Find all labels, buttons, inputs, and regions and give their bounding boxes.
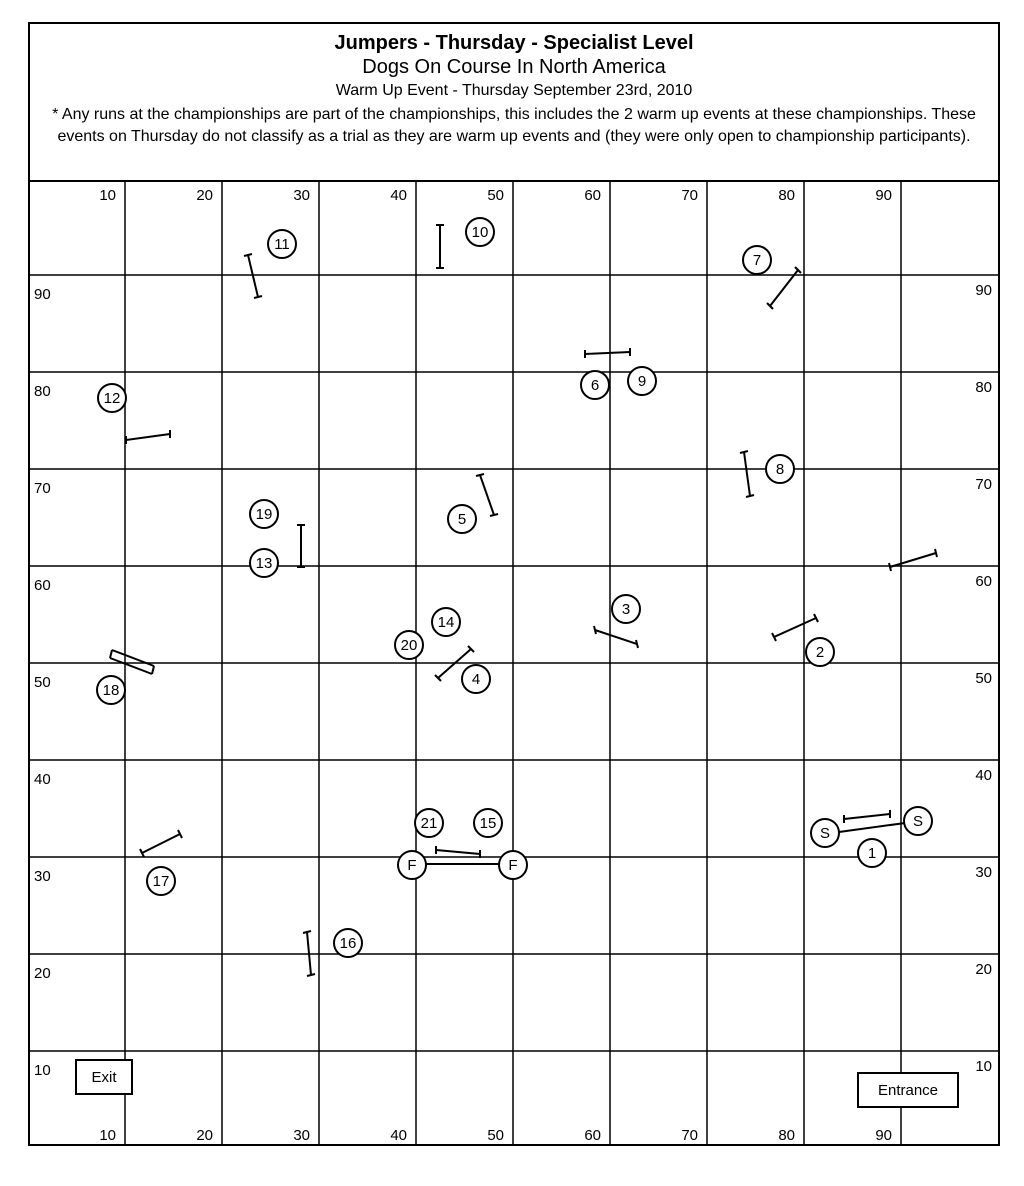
right-tick-label: 60 (975, 573, 992, 590)
championship-note: * Any runs at the championships are part of the championships, this includes the 2 warm up events at these championships. These events on Thursday do not classify as a trial as they are warm up events and (they were only open to championship participants). (52, 106, 976, 145)
jump-bar (889, 549, 937, 571)
right-tick-label: 50 (975, 670, 992, 687)
bottom-tick-label: 20 (196, 1127, 213, 1144)
left-tick-label: 50 (34, 674, 51, 691)
start-line (839, 823, 905, 832)
top-tick-label: 80 (778, 187, 795, 204)
left-tick-label: 70 (34, 480, 51, 497)
jump-bar (297, 525, 305, 567)
svg-text:2: 2 (815, 644, 825, 661)
svg-text:6: 6 (590, 377, 600, 394)
course-grid (28, 180, 1000, 1146)
bottom-tick-label: 80 (778, 1127, 795, 1144)
event-line: Warm Up Event - Thursday September 23rd, 2010 (335, 82, 693, 99)
svg-text:12: 12 (103, 390, 121, 407)
svg-text:F: F (508, 857, 518, 874)
svg-text:9: 9 (637, 373, 647, 390)
marker-8 (766, 455, 794, 483)
start-marker (811, 819, 839, 847)
right-tick-label: 30 (975, 864, 992, 881)
bottom-tick-label: 60 (584, 1127, 601, 1144)
organization-name: Dogs On Course In North America (362, 56, 666, 78)
svg-text:S: S (819, 825, 831, 842)
right-tick-label: 40 (975, 767, 992, 784)
marker-21 (415, 809, 443, 837)
jump-bar (844, 810, 890, 823)
right-tick-label: 10 (975, 1058, 992, 1075)
svg-text:18: 18 (102, 682, 120, 699)
svg-text:15: 15 (479, 815, 497, 832)
marker-18 (97, 676, 125, 704)
svg-text:11: 11 (274, 236, 290, 253)
double-jump-bar (110, 650, 154, 674)
exit-box (76, 1060, 132, 1094)
jump-bar (436, 225, 444, 268)
top-tick-label: 10 (99, 187, 116, 204)
top-tick-label: 30 (293, 187, 310, 204)
bottom-tick-label: 90 (875, 1127, 892, 1144)
svg-text:14: 14 (437, 614, 455, 631)
course-title: Jumpers - Thursday - Specialist Level (334, 32, 694, 54)
left-tick-label: 20 (34, 965, 51, 982)
svg-text:21: 21 (420, 815, 438, 832)
top-tick-label: 60 (584, 187, 601, 204)
right-tick-label: 70 (975, 476, 992, 493)
left-tick-label: 60 (34, 577, 51, 594)
marker-10 (466, 218, 494, 246)
marker-2 (806, 638, 834, 666)
entrance-label: Entrance (877, 1082, 939, 1099)
top-tick-label: 90 (875, 187, 892, 204)
marker-12 (98, 384, 126, 412)
jump-bar (140, 830, 182, 857)
top-tick-label: 20 (196, 187, 213, 204)
finish-marker (398, 851, 426, 879)
left-tick-label: 80 (34, 383, 51, 400)
right-tick-label: 90 (975, 282, 992, 299)
marker-17 (147, 867, 175, 895)
left-tick-label: 10 (34, 1062, 51, 1079)
jump-bar (476, 474, 498, 516)
marker-1 (858, 839, 886, 867)
start-marker (904, 807, 932, 835)
bottom-tick-label: 30 (293, 1127, 310, 1144)
jump-bar (740, 451, 754, 497)
left-tick-label: 40 (34, 771, 51, 788)
svg-text:5: 5 (457, 511, 467, 528)
svg-text:8: 8 (775, 461, 785, 478)
exit-label: Exit (91, 1069, 117, 1086)
top-tick-label: 40 (390, 187, 407, 204)
marker-11 (268, 230, 296, 258)
jump-bar (244, 254, 262, 298)
svg-text:7: 7 (752, 252, 762, 269)
svg-text:17: 17 (152, 873, 170, 890)
marker-6 (581, 371, 609, 399)
svg-text:1: 1 (867, 845, 877, 862)
top-tick-label: 50 (487, 187, 504, 204)
marker-19 (250, 500, 278, 528)
right-tick-label: 80 (975, 379, 992, 396)
jump-bar (126, 430, 170, 444)
svg-text:13: 13 (255, 555, 273, 572)
marker-20 (395, 631, 423, 659)
bottom-tick-label: 40 (390, 1127, 407, 1144)
svg-text:F: F (407, 857, 417, 874)
top-tick-label: 70 (681, 187, 698, 204)
svg-text:4: 4 (471, 671, 481, 688)
marker-3 (612, 595, 640, 623)
jump-bar (772, 614, 818, 641)
svg-text:16: 16 (339, 935, 357, 952)
marker-4 (462, 665, 490, 693)
svg-text:19: 19 (255, 506, 273, 523)
marker-7 (743, 246, 771, 274)
entrance-box (858, 1073, 958, 1107)
marker-13 (250, 549, 278, 577)
grid-lines (28, 180, 1000, 1146)
left-tick-label: 90 (34, 286, 51, 303)
svg-text:20: 20 (400, 637, 418, 654)
marker-14 (432, 608, 460, 636)
svg-text:10: 10 (471, 224, 489, 241)
bottom-tick-label: 50 (487, 1127, 504, 1144)
marker-5 (448, 505, 476, 533)
marker-9 (628, 367, 656, 395)
right-tick-label: 20 (975, 961, 992, 978)
jump-bar (594, 626, 638, 648)
jump-bar (436, 846, 480, 858)
jump-bar (585, 348, 630, 358)
finish-marker (499, 851, 527, 879)
jump-bar (767, 267, 801, 309)
marker-16 (334, 929, 362, 957)
svg-text:3: 3 (621, 601, 631, 618)
course-header (30, 24, 998, 182)
bottom-tick-label: 10 (99, 1127, 116, 1144)
left-tick-label: 30 (34, 868, 51, 885)
svg-text:S: S (912, 813, 924, 830)
marker-15 (474, 809, 502, 837)
bottom-tick-label: 70 (681, 1127, 698, 1144)
